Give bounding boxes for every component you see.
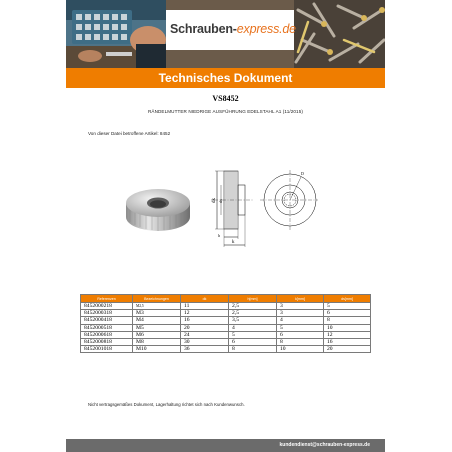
table-cell: 36 [181, 346, 229, 353]
table-cell: 10 [324, 324, 371, 331]
table-cell: M4 [133, 317, 181, 324]
table-cell: 24 [181, 331, 229, 338]
table-cell: 3 [277, 303, 324, 310]
table-cell: 20 [181, 324, 229, 331]
column-header: k[mm] [277, 295, 324, 303]
drawing-label-h: h [218, 233, 220, 238]
table-cell: 2,5 [229, 303, 277, 310]
table-cell: 2,5 [229, 310, 277, 317]
table-cell: 8452001018 [81, 346, 133, 353]
table-cell: 8 [277, 338, 324, 345]
footer-email-link[interactable]: kundendienst@schrauben-express.de [279, 442, 370, 448]
table-row [81, 310, 371, 317]
disclaimer-text: Nicht vertragsgemäßes Dokument, Lagerhaltung richtet sich nach Kundenwunsch. [88, 402, 245, 407]
brand-name-main: Schrauben- [170, 22, 237, 36]
table-cell: 4 [277, 317, 324, 324]
table-row [81, 324, 371, 331]
table-cell: M8 [133, 338, 181, 345]
drawing-label-d: D [301, 171, 304, 176]
table-row [81, 338, 371, 345]
table-cell: 3 [277, 310, 324, 317]
knurled-nut-photo [122, 177, 194, 237]
table-cell: 5 [277, 324, 324, 331]
table-cell: M10 [133, 346, 181, 353]
table-row [81, 331, 371, 338]
drawing-label-ds: ds [218, 198, 223, 203]
table-cell: 20 [324, 346, 371, 353]
screws-photo [294, 0, 385, 68]
table-header-row [81, 295, 371, 303]
table-cell: 5 [229, 331, 277, 338]
table-cell: 8 [324, 317, 371, 324]
technical-drawing [204, 163, 319, 251]
document-subtitle: RÄNDELMUTTER NIEDRIGE AUSFÜHRUNG EDELSTAHL A1 (11/2015) [147, 109, 303, 114]
table-cell: 16 [324, 338, 371, 345]
table-cell: 11 [181, 303, 229, 310]
brand-logo [170, 22, 296, 36]
table-cell: 8452000418 [81, 317, 133, 324]
table-cell: 4 [229, 324, 277, 331]
page-title: Technisches Dokument [158, 71, 293, 85]
table-row [81, 317, 371, 324]
column-header: dk [181, 295, 229, 303]
table-cell: 8452000518 [81, 324, 133, 331]
table-cell: 3,5 [229, 317, 277, 324]
title-bar [66, 68, 385, 88]
document-page [66, 0, 385, 452]
table-row [81, 346, 371, 353]
footer-bar [66, 439, 385, 452]
table-cell: 16 [181, 317, 229, 324]
table-cell: 6 [324, 310, 371, 317]
table-cell: 8452000618 [81, 331, 133, 338]
drawing-label-k: k [232, 240, 235, 245]
table-cell: M2,5 [133, 303, 181, 310]
column-header: h[mm] [229, 295, 277, 303]
table-cell: 8452000318 [81, 310, 133, 317]
table-cell: M3 [133, 310, 181, 317]
table-cell: 12 [181, 310, 229, 317]
table-cell: M5 [133, 324, 181, 331]
table-cell: 8452000818 [81, 338, 133, 345]
table-cell: 6 [229, 338, 277, 345]
table-cell: 6 [277, 331, 324, 338]
spec-table [80, 294, 371, 353]
column-header: ds[mm] [324, 295, 371, 303]
header-banner [66, 0, 385, 68]
document-id: VS8452 [212, 94, 239, 103]
table-cell: 30 [181, 338, 229, 345]
table-cell: 8 [229, 346, 277, 353]
table-row [81, 303, 371, 310]
workshop-tools-photo [66, 0, 166, 68]
column-header: Bezeichnungen [133, 295, 181, 303]
table-cell: 10 [277, 346, 324, 353]
column-header: Referenzen [81, 295, 133, 303]
brand-name-accent: express.de [236, 22, 296, 36]
table-cell: M6 [133, 331, 181, 338]
table-cell: 5 [324, 303, 371, 310]
table-cell: 12 [324, 331, 371, 338]
drawing-label-dk: dk [212, 198, 217, 203]
affected-articles: Von dieser Datei betroffene Artikel: 8452 [88, 131, 171, 136]
table-cell: 8452000218 [81, 303, 133, 310]
